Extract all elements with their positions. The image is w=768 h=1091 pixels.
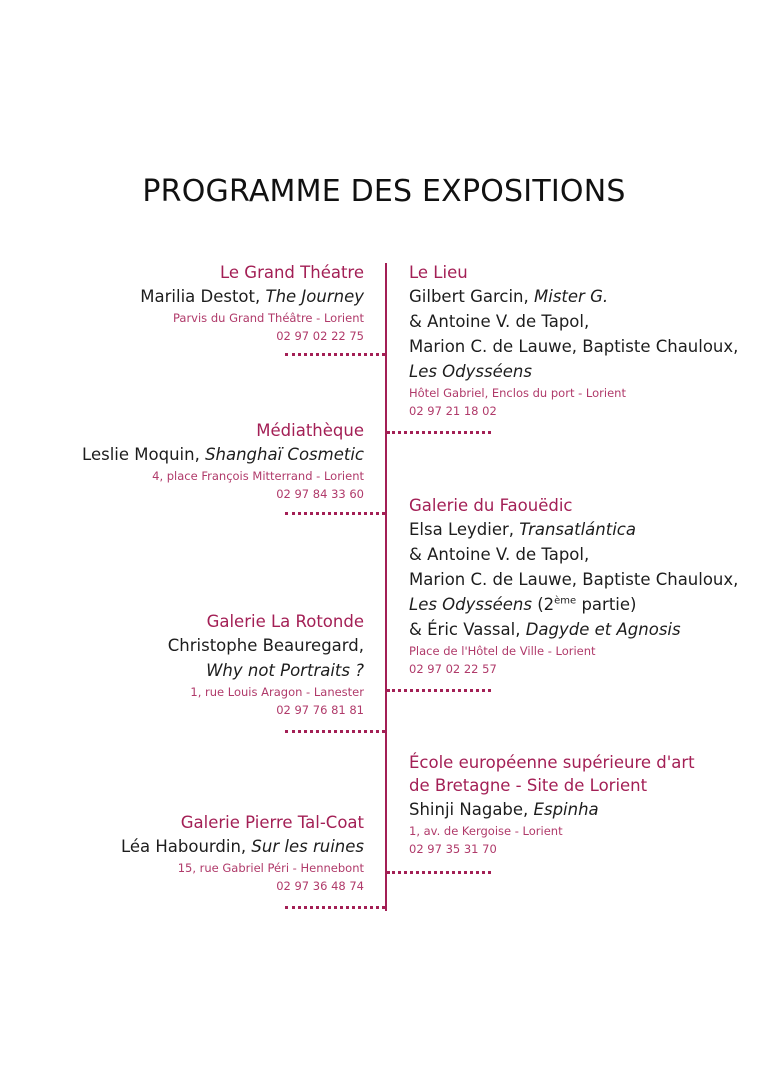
connector-dots [387, 431, 491, 434]
venue-name: Médiathèque [256, 421, 364, 440]
artist-line: Marion C. de Lauwe, Baptiste Chauloux, [409, 570, 739, 589]
venue-phone: 02 97 02 22 57 [409, 662, 497, 676]
work-title: Dagyde et Agnosis [525, 620, 681, 639]
work-title: The Journey [265, 287, 364, 306]
connector-dots [387, 689, 491, 692]
venue-address: 1, rue Louis Aragon - Lanester [190, 685, 364, 699]
venue-galerie-du-faouedic [409, 494, 738, 678]
connector-dots [387, 871, 491, 874]
work-title: Mister G. [534, 287, 609, 306]
artist-line [409, 359, 738, 384]
venue-name: Le Grand Théatre [220, 263, 364, 282]
work-title: Les Odysséens [409, 595, 532, 614]
venue-name: Galerie La Rotonde [206, 612, 364, 631]
artist-line: Leslie Moquin, Shanghaï Cosmetic [82, 445, 364, 464]
venue-address: 15, rue Gabriel Péri - Hennebont [177, 861, 364, 875]
venue-name: de Bretagne - Site de Lorient [409, 776, 648, 795]
venue-le-lieu [409, 261, 738, 420]
venue-name: École européenne supérieure d'art [409, 753, 695, 772]
venue-address: Parvis du Grand Théâtre - Lorient [172, 311, 364, 325]
superscript: ème [554, 595, 577, 607]
artist-line: Les Odysséens (2ème partie) [409, 595, 637, 614]
connector-dots [285, 730, 385, 733]
venue-address: Hôtel Gabriel, Enclos du port - Lorient [409, 386, 626, 400]
venue-address: 4, place François Mitterrand - Lorient [152, 469, 364, 483]
venue-grand-theatre [140, 261, 364, 345]
artist-line: Marilia Destot, The Journey [140, 287, 364, 306]
artist-line: & Éric Vassal, Dagyde et Agnosis [409, 620, 681, 639]
venue-phone: 02 97 84 33 60 [276, 487, 364, 501]
artist-line: Elsa Leydier, Transatlántica [409, 520, 636, 539]
venue-phone: 02 97 76 81 81 [276, 703, 364, 717]
artist-line: Shinji Nagabe, Espinha [409, 800, 599, 819]
work-title: Sur les ruines [251, 837, 364, 856]
venue-phone: 02 97 36 48 74 [276, 879, 364, 893]
connector-dots [285, 512, 385, 515]
artist-line: Léa Habourdin, Sur les ruines [120, 837, 364, 856]
venue-name: Galerie du Faouëdic [409, 496, 573, 515]
work-title: Shanghaï Cosmetic [205, 445, 364, 464]
venue-name: Le Lieu [409, 263, 468, 282]
venue-address: Place de l'Hôtel de Ville - Lorient [409, 644, 596, 658]
venue-ecole-europeenne [409, 751, 695, 858]
work-title: Transatlántica [519, 520, 636, 539]
artist-line: Marion C. de Lauwe, Baptiste Chauloux, [409, 337, 739, 356]
venue-galerie-la-rotonde [168, 610, 364, 719]
timeline-axis [385, 263, 387, 911]
venue-phone: 02 97 02 22 75 [276, 329, 364, 343]
artist-line: Gilbert Garcin, Mister G. [409, 287, 609, 306]
artist-line [168, 658, 364, 683]
work-title: Les Odysséens [409, 362, 532, 381]
venue-name: Galerie Pierre Tal-Coat [180, 813, 364, 832]
venue-address: 1, av. de Kergoise - Lorient [409, 824, 563, 838]
venue-phone: 02 97 21 18 02 [409, 404, 497, 418]
page-title: PROGRAMME DES EXPOSITIONS [142, 174, 626, 209]
artist-line: & Antoine V. de Tapol, [409, 312, 590, 331]
connector-dots [285, 906, 385, 909]
venue-phone: 02 97 35 31 70 [409, 842, 497, 856]
connector-dots [285, 353, 385, 356]
work-title: Why not Portraits ? [206, 661, 364, 680]
artist-line: Christophe Beauregard, [167, 636, 364, 655]
artist-line: & Antoine V. de Tapol, [409, 545, 590, 564]
venue-mediatheque [82, 419, 364, 503]
venue-galerie-pierre-tal-coat [121, 811, 364, 895]
work-title: Espinha [533, 800, 599, 819]
